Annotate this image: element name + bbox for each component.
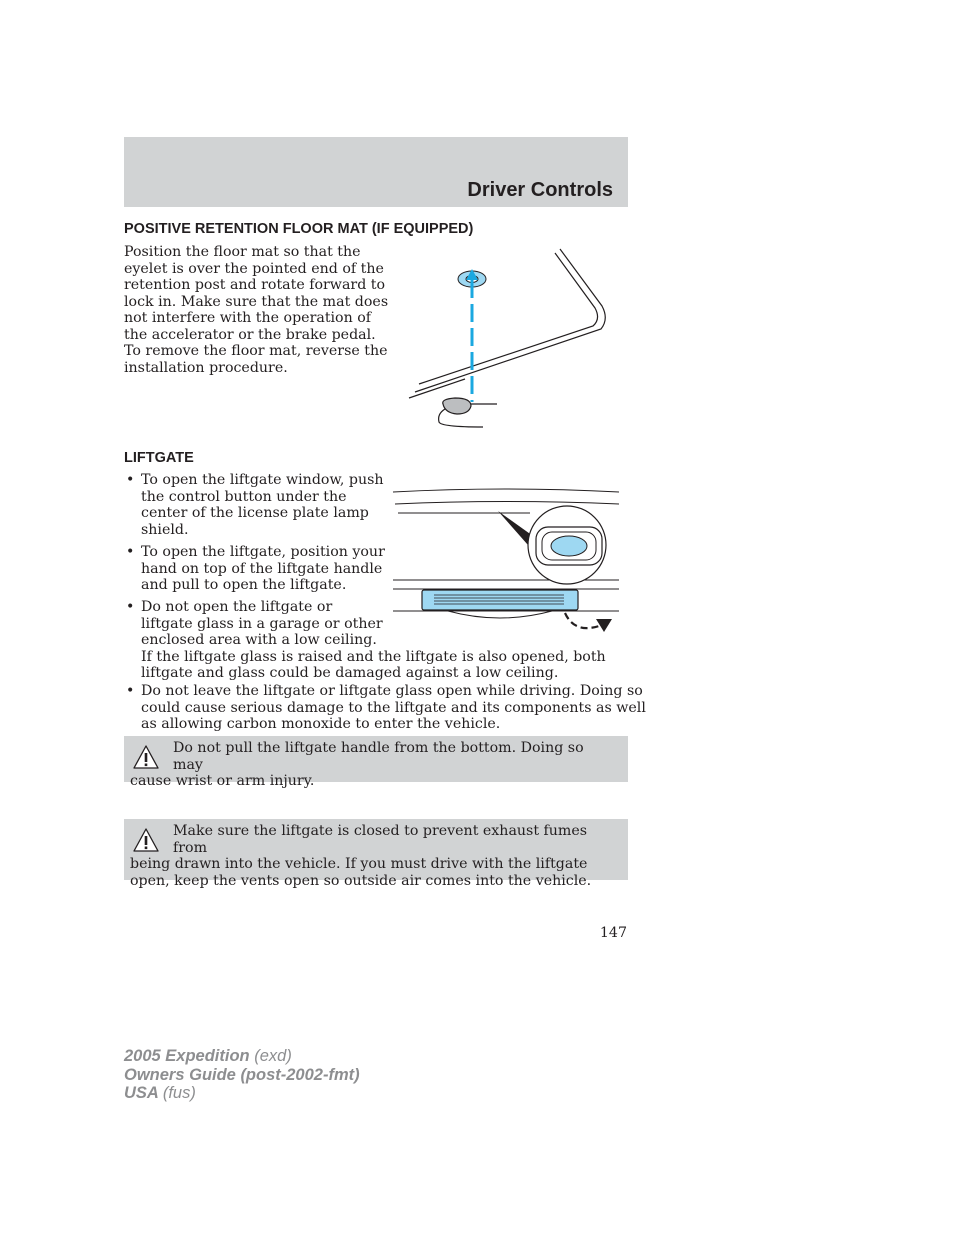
list-item: • Do not open the liftgate or liftgate glass in a garage or other enclosed area with a low ceiling. If the liftgate glass is raised and the liftgate is also opened, both liftgate and glass could be damaged against a low ceiling. (126, 599, 606, 681)
liftgate-control-illustration (390, 485, 622, 638)
list-item: • To open the liftgate, position your hand on top of the liftgate handle and pull to open the liftgate. (126, 544, 385, 593)
warning-text: Do not pull the liftgate handle from the bottom. Doing so may cause wrist or arm injury. (130, 740, 584, 789)
warning-triangle-icon (133, 745, 159, 769)
list-item: • To open the liftgate window, push the control button under the center of the license plate lamp shield. (126, 472, 384, 538)
warning-box (124, 736, 628, 789)
warning-box (124, 819, 628, 889)
bullet-icon: • (126, 544, 135, 560)
page-number: 147 (599, 925, 627, 941)
section-header-band (124, 137, 628, 207)
section-title: Driver Controls (467, 179, 613, 201)
list-item: • Do not leave the liftgate or liftgate glass open while driving. Doing so could cause serious damage to the liftgate and its components as well as allowing carbon monoxide to enter the vehicle. (126, 683, 646, 732)
warning-text: Make sure the liftgate is closed to prevent exhaust fumes from being drawn into the vehicle. If you must drive with the liftgate open, keep the vents open so outside air comes into the vehicle. (130, 823, 592, 889)
floor-mat-retention-illustration (405, 244, 620, 434)
bullet-icon: • (126, 599, 135, 615)
floor-mat-heading: POSITIVE RETENTION FLOOR MAT (IF EQUIPPED) (124, 221, 474, 237)
bullet-icon: • (126, 683, 135, 699)
floor-mat-instructions: Position the floor mat so that the eyelet is over the pointed end of the retention post and rotate forward to lock in. Make sure that the mat does not interfere with the operation of the accelerator or the brake pedal. To remove the floor mat, reverse the installation procedure. (124, 244, 389, 376)
liftgate-heading: LIFTGATE (124, 450, 194, 466)
bullet-icon: • (126, 472, 135, 488)
warning-triangle-icon (133, 828, 159, 852)
document-footer: 2005 Expedition (exd) Owners Guide (post-2002-fmt) USA (fus) (124, 1047, 360, 1102)
